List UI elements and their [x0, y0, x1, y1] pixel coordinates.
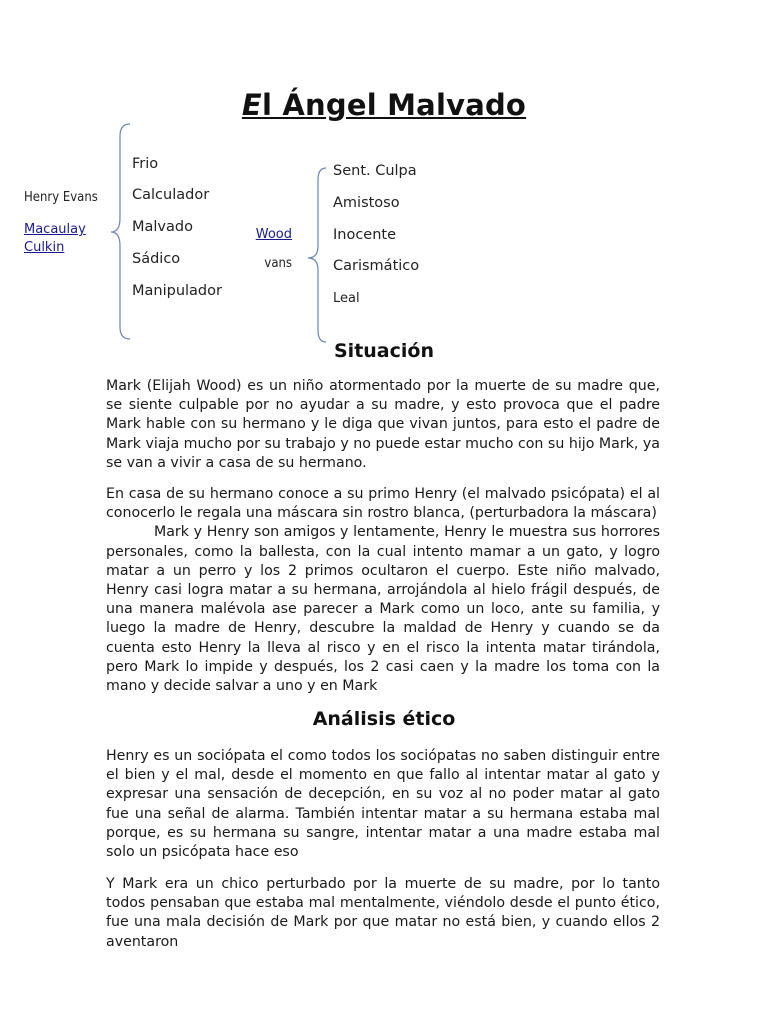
trait-item: Sádico — [132, 251, 181, 267]
section-heading-analisis: Análisis ético — [312, 708, 456, 730]
trait-item: Manipulador — [132, 283, 222, 299]
actor-link-line2[interactable]: Culkin — [24, 240, 65, 255]
clipped-actor-link-box — [255, 226, 292, 244]
trait-item: Leal — [333, 291, 360, 306]
paragraph-situacion-2b: Mark y Henry son amigos y lentamente, Henry le muestra sus horrores personales, como la ballesta, con la cual intento mamar a un gato, y logro matar a un perro y los 2 primos ocultaron el cuerpo. Este niño malvado, Henry casi logra matar a su hermana, arrojándola al hielo frágil después, de una manera malévola ase parecer a Mark como un loco, ante su familia, y luego la madre de Henry, descubre la maldad de Henry y cuando se da cuenta esto Henry la lleva al risco y en el risco la intenta matar tirándola, pero Mark lo impide y después, los 2 casi caen y la madre los toma con la mano y decide salvar a uno y en Mark — [106, 524, 660, 695]
clipped-name-box — [262, 256, 292, 274]
right-brace — [302, 166, 332, 346]
clipped-character-name: vans — [264, 256, 292, 271]
clipped-actor-link[interactable]: Wood — [255, 227, 292, 242]
actor-link-line1[interactable]: Macaulay — [24, 222, 86, 237]
trait-item: Sent. Culpa — [333, 163, 417, 179]
paragraph-analisis-1: Henry es un sociópata el como todos los sociópatas no saben distinguir entre el bien y el mal, desde el momento en que fallo al intentar matar al gato y expresar una sensación de decepción, en su voz al no poder matar al gato fue una señal de alarma. También intentar matar a su hermana estaba mal porque, es su hermana su sangre, intentar matar a una madre estaba mal solo un psicópata hace eso — [106, 748, 660, 861]
paragraph-situacion-2a: En casa de su hermano conoce a su primo Henry (el malvado psicópata) el al conocerlo le regala una máscara sin rostro blanca, (perturbadora la máscara) — [106, 486, 660, 522]
paragraph-situacion-1: Mark (Elijah Wood) es un niño atormentado por la muerte de su madre que, se siente culpable por no ayudar a su madre, y esto provoca que el padre Mark hable con su hermano y le diga que vivan juntos, para esto el padre de Mark viaja mucho por su trabajo y no puede estar mucho con su hijo Mark, ya se van a vivir a casa de su hermano. — [106, 378, 660, 471]
paragraph-analisis-2: Y Mark era un chico perturbado por la muerte de su madre, por lo tanto todos pensaban que estaba mal mentalmente, viéndolo desde el punto ético, fue una mala decisión de Mark por que matar no está bien, y cuando ellos 2 aventaron — [106, 876, 660, 950]
trait-item: Amistoso — [333, 195, 400, 211]
trait-item: Frio — [132, 156, 159, 172]
trait-item: Malvado — [132, 219, 193, 235]
trait-item: Calculador — [132, 187, 210, 203]
document-title — [0, 88, 768, 122]
trait-item: Inocente — [333, 227, 397, 243]
paragraph-situacion-2 — [106, 485, 660, 696]
trait-item: Carismático — [333, 258, 420, 274]
section-heading-situacion: Situación — [334, 340, 434, 362]
situacion-heading-clip — [0, 340, 768, 362]
title-first-letter: E — [241, 88, 262, 122]
title-rest: l Ángel Malvado — [261, 88, 527, 122]
character-name-henry: Henry Evans — [24, 190, 98, 205]
